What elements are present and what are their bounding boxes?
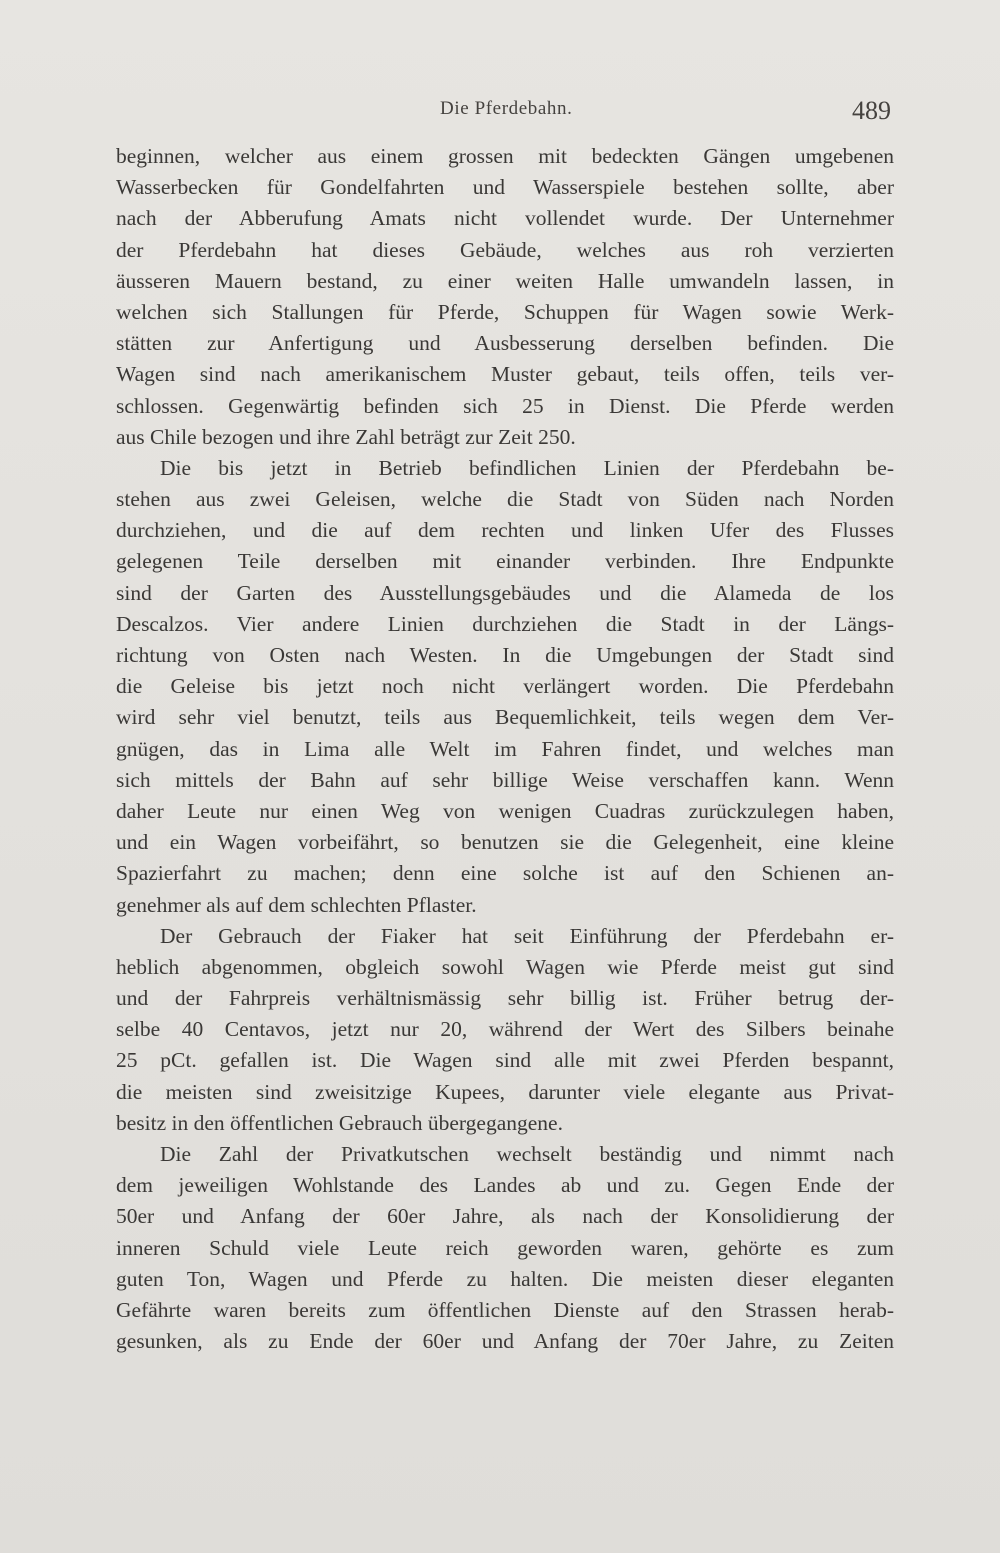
text-line: der Pferdebahn hat dieses Gebäude, welches aus roh verzierten	[116, 237, 894, 262]
text-line: welchen sich Stallungen für Pferde, Schuppen für Wagen sowie Werk-	[116, 299, 894, 324]
body-text	[116, 141, 894, 1357]
text-line: dem jeweiligen Wohlstande des Landes ab und zu. Gegen Ende der	[116, 1173, 894, 1198]
text-line: Wagen sind nach amerikanischem Muster gebaut, teils offen, teils ver-	[116, 362, 894, 387]
text-line: und der Fahrpreis verhältnismässig sehr billig ist. Früher betrug der-	[116, 986, 894, 1011]
text-line: gelegenen Teile derselben mit einander verbinden. Ihre Endpunkte	[116, 549, 894, 574]
text-line: Die bis jetzt in Betrieb befindlichen Linien der Pferdebahn be-	[160, 455, 894, 480]
page-number: 489	[852, 96, 891, 125]
text-line: 50er und Anfang der 60er Jahre, als nach der Konsolidierung der	[116, 1204, 894, 1229]
paragraph	[116, 453, 894, 921]
text-line: äusseren Mauern bestand, zu einer weiten Halle umwandeln lassen, in	[116, 268, 894, 293]
text-line: selbe 40 Centavos, jetzt nur 20, während der Wert des Silbers beinahe	[116, 1017, 894, 1042]
text-line: nach der Abberufung Amats nicht vollendet wurde. Der Unternehmer	[116, 206, 894, 231]
text-line: daher Leute nur einen Weg von wenigen Cuadras zurückzulegen haben,	[116, 798, 894, 823]
text-line: stehen aus zwei Geleisen, welche die Stadt von Süden nach Norden	[116, 487, 894, 512]
text-line: inneren Schuld viele Leute reich geworden waren, gehörte es zum	[116, 1235, 894, 1260]
text-line: richtung von Osten nach Westen. In die Umgebungen der Stadt sind	[116, 643, 894, 667]
text-line: sich mittels der Bahn auf sehr billige Weise verschaffen kann. Wenn	[116, 767, 894, 792]
text-line: genehmer als auf dem schlechten Pflaster.	[116, 892, 477, 917]
text-line: durchziehen, und die auf dem rechten und linken Ufer des Flusses	[116, 518, 894, 543]
text-line: Spazierfahrt zu machen; denn eine solche ist auf den Schienen an-	[116, 861, 894, 886]
text-line: die meisten sind zweisitzige Kupees, darunter viele elegante aus Privat-	[116, 1079, 894, 1104]
text-line: sind der Garten des Ausstellungsgebäudes und die Alameda de los	[116, 580, 894, 605]
paragraph	[116, 1139, 894, 1357]
text-line: guten Ton, Wagen und Pferde zu halten. Die meisten dieser eleganten	[116, 1266, 894, 1291]
text-line: heblich abgenommen, obgleich sowohl Wagen wie Pferde meist gut sind	[116, 954, 894, 979]
text-line: gesunken, als zu Ende der 60er und Anfang der 70er Jahre, zu Zeiten	[116, 1329, 894, 1354]
text-line: besitz in den öffentlichen Gebrauch übergegangene.	[116, 1110, 563, 1135]
text-line: beginnen, welcher aus einem grossen mit bedeckten Gängen umgebenen	[116, 144, 894, 168]
text-line: Die Zahl der Privatkutschen wechselt beständig und nimmt nach	[160, 1142, 894, 1166]
text-line: stätten zur Anfertigung und Ausbesserung derselben befinden. Die	[116, 331, 894, 356]
text-line: aus Chile bezogen und ihre Zahl beträgt zur Zeit 250.	[116, 424, 576, 449]
text-line: und ein Wagen vorbeifährt, so benutzen sie die Gelegenheit, eine kleine	[116, 830, 894, 855]
text-line: Wasserbecken für Gondelfahrten und Wasserspiele bestehen sollte, aber	[116, 175, 894, 200]
text-line: wird sehr viel benutzt, teils aus Bequemlichkeit, teils wegen dem Ver-	[116, 705, 894, 730]
text-line: 25 pCt. gefallen ist. Die Wagen sind alle mit zwei Pferden bespannt,	[116, 1048, 894, 1073]
paragraph	[116, 141, 894, 453]
text-line: schlossen. Gegenwärtig befinden sich 25 in Dienst. Die Pferde werden	[116, 393, 894, 418]
paragraph	[116, 921, 894, 1139]
text-line: Descalzos. Vier andere Linien durchziehen die Stadt in der Längs-	[116, 611, 894, 636]
running-head: Die Pferdebahn.	[440, 98, 573, 119]
text-line: gnügen, das in Lima alle Welt im Fahren findet, und welches man	[116, 736, 894, 761]
text-line: die Geleise bis jetzt noch nicht verlängert worden. Die Pferdebahn	[116, 674, 894, 699]
text-line: Gefährte waren bereits zum öffentlichen Dienste auf den Strassen herab-	[116, 1297, 894, 1322]
text-line: Der Gebrauch der Fiaker hat seit Einführung der Pferdebahn er-	[160, 923, 894, 948]
